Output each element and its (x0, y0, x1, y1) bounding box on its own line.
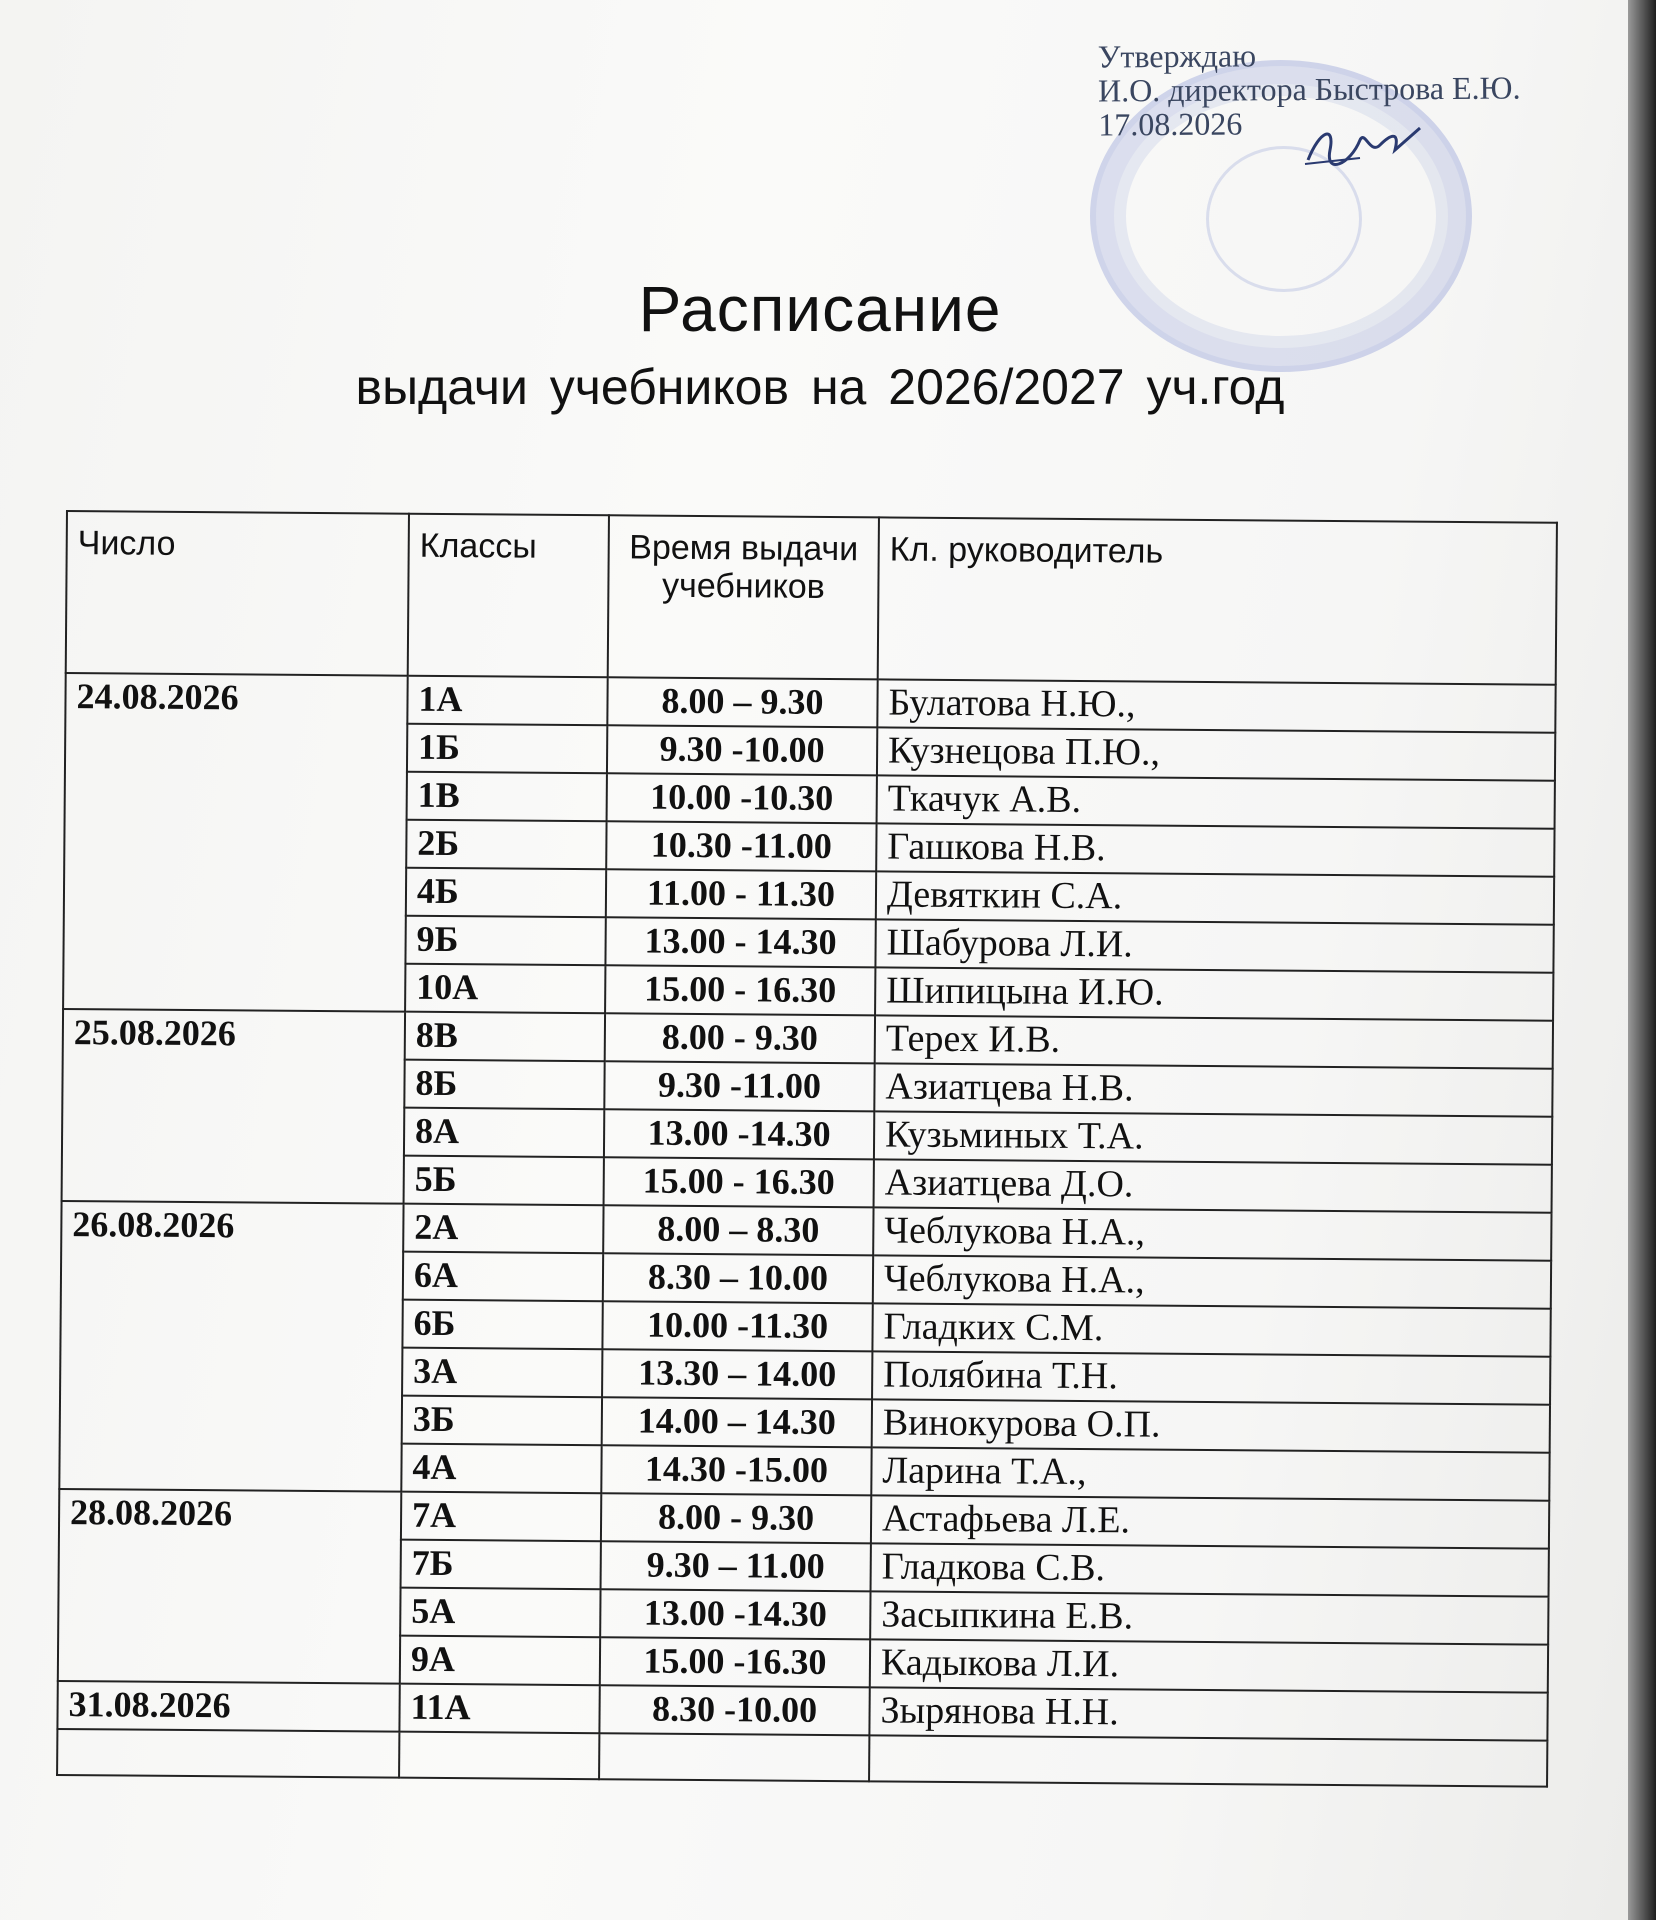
signature-icon (1300, 120, 1430, 180)
cell-time: 8.00 – 8.30 (603, 1205, 873, 1255)
header-date: Число (66, 511, 409, 676)
cell-time: 15.00 - 16.30 (605, 965, 875, 1015)
table-header-row (66, 511, 1557, 685)
cell-teacher: Гашкова Н.В. (876, 823, 1554, 876)
page-edge-shadow (1628, 0, 1656, 1920)
cell-time: 10.00 -11.30 (602, 1301, 872, 1351)
cell-class: 3Б (402, 1396, 602, 1446)
cell-time: 14.30 -15.00 (601, 1445, 871, 1495)
cell-teacher: Ткачук А.В. (877, 775, 1555, 828)
schedule-table (56, 510, 1558, 1788)
cell-teacher: Шабурова Л.И. (875, 919, 1553, 972)
cell-teacher: Гладких С.М. (872, 1303, 1550, 1356)
cell-class: 10А (405, 964, 605, 1014)
cell-time: 13.00 - 14.30 (605, 917, 875, 967)
cell-class (399, 1732, 599, 1780)
cell-teacher: Засыпкина Е.В. (870, 1591, 1548, 1644)
cell-time: 15.00 -16.30 (600, 1637, 870, 1687)
cell-teacher: Булатова Н.Ю., (877, 679, 1555, 732)
cell-teacher: Азиатцева Д.О. (874, 1159, 1552, 1212)
cell-time: 9.30 -10.00 (607, 725, 877, 775)
cell-time: 8.00 - 9.30 (601, 1493, 871, 1543)
cell-date: 24.08.2026 (63, 673, 408, 1012)
cell-class: 5А (400, 1588, 600, 1638)
cell-class: 8Б (404, 1060, 604, 1110)
cell-date: 28.08.2026 (58, 1489, 401, 1684)
cell-teacher: Чеблукова Н.А., (873, 1255, 1551, 1308)
cell-time: 13.00 -14.30 (600, 1589, 870, 1639)
table-row (65, 673, 1555, 733)
cell-time: 13.00 -14.30 (604, 1109, 874, 1159)
cell-time: 9.30 – 11.00 (601, 1541, 871, 1591)
cell-date (57, 1729, 399, 1778)
cell-class: 6Б (402, 1300, 602, 1350)
cell-class: 7Б (401, 1540, 601, 1590)
cell-teacher: Ларина Т.А., (871, 1447, 1549, 1500)
page-subtitle: выдачи учебников на 2026/2027 уч.год (355, 359, 1285, 415)
cell-class: 8А (404, 1108, 604, 1158)
cell-date: 25.08.2026 (62, 1009, 405, 1204)
cell-time: 14.00 – 14.30 (602, 1397, 872, 1447)
header-time: Время выдачи учебников (608, 515, 879, 679)
cell-teacher: Девяткин С.А. (876, 871, 1554, 924)
cell-teacher: Винокурова О.П. (872, 1399, 1550, 1452)
cell-class: 6А (403, 1252, 603, 1302)
approval-line-1: Утверждаю (1097, 37, 1257, 75)
schedule-table-wrapper (56, 510, 1556, 1788)
cell-time: 15.00 - 16.30 (604, 1157, 874, 1207)
cell-time: 10.30 -11.00 (606, 821, 876, 871)
header-teacher: Кл. руководитель (878, 517, 1557, 684)
cell-teacher (869, 1735, 1547, 1786)
page-title: Расписание (638, 273, 1002, 345)
cell-class: 4А (401, 1444, 601, 1494)
cell-time: 8.00 - 9.30 (605, 1013, 875, 1063)
cell-class: 1А (407, 676, 607, 726)
cell-class: 1Б (407, 724, 607, 774)
cell-teacher: Кадыкова Л.И. (870, 1639, 1548, 1692)
cell-teacher: Кузьминых Т.А. (874, 1111, 1552, 1164)
cell-teacher: Азиатцева Н.В. (874, 1063, 1552, 1116)
cell-time: 9.30 -11.00 (604, 1061, 874, 1111)
cell-teacher: Полябина Т.Н. (872, 1351, 1550, 1404)
schedule-body (57, 673, 1556, 1787)
cell-date: 26.08.2026 (59, 1201, 403, 1492)
cell-class: 3А (402, 1348, 602, 1398)
cell-class: 11А (399, 1684, 599, 1734)
cell-class: 5Б (404, 1156, 604, 1206)
cell-time: 8.30 – 10.00 (603, 1253, 873, 1303)
table-row (61, 1201, 1551, 1261)
cell-class: 1В (407, 772, 607, 822)
cell-teacher: Чеблукова Н.А., (873, 1207, 1551, 1260)
cell-class: 7А (401, 1492, 601, 1542)
cell-date: 31.08.2026 (57, 1681, 399, 1732)
cell-time (599, 1733, 869, 1781)
approval-line-2: И.О. директора Быстрова Е.Ю. (1097, 69, 1521, 109)
cell-teacher: Астафьева Л.Е. (871, 1495, 1549, 1548)
cell-teacher: Терех И.В. (875, 1015, 1553, 1068)
cell-class: 9Б (405, 916, 605, 966)
cell-class: 2Б (406, 820, 606, 870)
approval-date: 17.08.2026 (1098, 105, 1243, 143)
cell-time: 11.00 - 11.30 (606, 869, 876, 919)
cell-teacher: Зырянова Н.Н. (869, 1687, 1547, 1740)
cell-time: 10.00 -10.30 (607, 773, 877, 823)
cell-time: 8.30 -10.00 (599, 1685, 869, 1735)
cell-class: 9А (400, 1636, 600, 1686)
cell-teacher: Шипицына И.Ю. (875, 967, 1553, 1020)
cell-teacher: Гладкова С.В. (871, 1543, 1549, 1596)
cell-teacher: Кузнецова П.Ю., (877, 727, 1555, 780)
cell-time: 8.00 – 9.30 (607, 677, 877, 727)
cell-class: 4Б (406, 868, 606, 918)
header-classes: Классы (408, 514, 609, 678)
cell-time: 13.30 – 14.00 (602, 1349, 872, 1399)
cell-class: 2А (403, 1204, 603, 1254)
cell-class: 8В (405, 1012, 605, 1062)
